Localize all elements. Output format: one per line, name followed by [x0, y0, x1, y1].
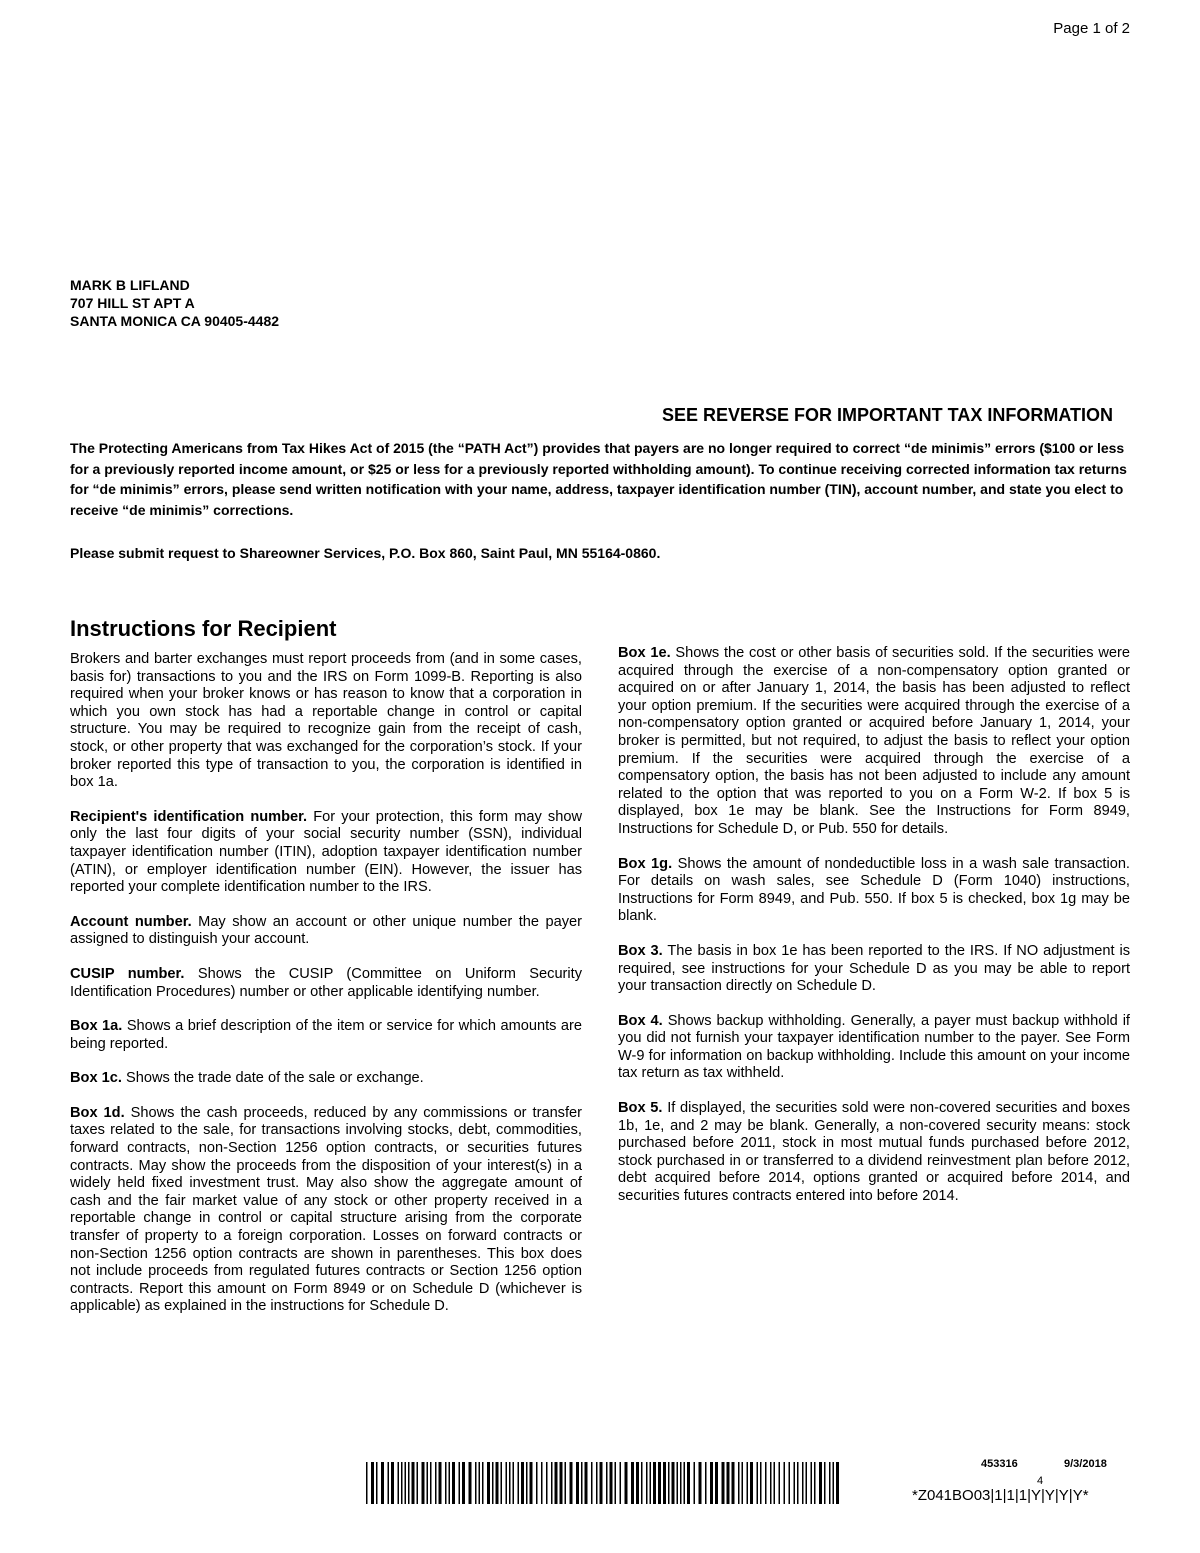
- box-3-text: The basis in box 1e has been reported to the IRS. If NO adjustment is required, see instructions for your Schedule D as you may be able to report your transaction directly on Schedule D.: [618, 942, 1131, 995]
- instructions-right-column: [618, 645, 1130, 1223]
- instructions-heading: Instructions for Recipient: [70, 616, 337, 641]
- box-1g-text: Shows the amount of nondeductible loss in a wash sale transaction. For details on wash sales, see Schedule D (Form 1040) instructions, Instructions for Form 8949, and Pub. 550. If box 5 is checked, box 1g may be blank.: [618, 855, 1130, 925]
- recipient-id-paragraph: [70, 809, 582, 897]
- form-code: 453316: [981, 1458, 1018, 1470]
- box-1e-label: Box 1e.: [618, 645, 671, 661]
- box-1d-text: Shows the cash proceeds, reduced by any commissions or transfer taxes related to the sale, for transactions involving stocks, debt, commodities, forward contracts, non-Section 1256 option contracts, or securities futures contracts. May show the proceeds from the disposition of your interest(s) in a widely held fixed investment trust. May also show the aggregate amount of cash and the fair market value of any stock or other property received in a reportable change in control or capital structure arising from the corporate transfer of property to a foreign corporation. Losses on forward contracts or non-Section 1256 option contracts are shown in parentheses. This box does not include proceeds from regulated futures contracts or Section 1256 option contracts. Report this amount on Form 8949 or on Schedule D (whichever is applicable) as explained in the instructions for Schedule D.: [70, 1104, 583, 1315]
- box-1a-paragraph: [70, 1018, 582, 1053]
- box-1c-text: Shows the trade date of the sale or exchange.: [125, 1070, 424, 1087]
- barcode-image: [366, 1462, 840, 1504]
- box-3-label: Box 3.: [618, 942, 663, 959]
- cusip-label: CUSIP number.: [70, 965, 185, 982]
- account-number-paragraph: [70, 914, 582, 949]
- form-date: 9/3/2018: [1064, 1458, 1107, 1470]
- page-number: Page 1 of 2: [1053, 20, 1130, 37]
- box-5-label: Box 5.: [618, 1100, 663, 1117]
- box-1d-label: Box 1d.: [70, 1104, 125, 1121]
- scan-line-code: *Z041BO03|1|1|1|Y|Y|Y|Y*: [912, 1487, 1089, 1504]
- recipient-id-label: Recipient's identification number.: [70, 808, 308, 825]
- box-1e-text: Shows the cost or other basis of securities sold. If the securities were acquired through the exercise of a non-compensatory option granted or acquired on or after January 1, 2014, the basis has been adjusted to reflect your option premium. If the securities were acquired through the exercise of a non-compensatory option granted or acquired before January 1, 2014, your broker is permitted, but not required, to adjust the basis to reflect your option premium. If the securities were acquired through the exercise of a compensatory option, the basis has not been adjusted to include any amount related to the option that was reported to you on a Form W-2. If box 5 is displayed, box 1e may be blank. See the Instructions for Form 8949, Instructions for Schedule D, or Pub. 550 for details.: [618, 645, 1130, 837]
- box-4-label: Box 4.: [618, 1012, 663, 1029]
- recipient-address-block: [70, 276, 279, 330]
- recipient-street: 707 HILL ST APT A: [70, 295, 195, 311]
- sequence-number: 4: [1037, 1475, 1044, 1487]
- box-5-paragraph: [618, 1100, 1130, 1206]
- box-1e-paragraph: [618, 645, 1130, 839]
- instructions-left-column: [70, 651, 582, 1333]
- recipient-name: MARK B LIFLAND: [70, 277, 190, 293]
- box-1d-paragraph: [70, 1105, 582, 1316]
- path-act-notice: The Protecting Americans from Tax Hikes Act of 2015 (the “PATH Act”) provides that payers are no longer required to correct “de minimis” errors ($100 or less for a previously reported income amount, or $25 or less for a previously reported withholding amount). To continue receiving corrected information tax returns for “de minimis” errors, please send written notification with your name, address, taxpayer identification number (TIN), account number, and state you elect to receive “de minimis” corrections.: [70, 440, 1127, 518]
- recipient-city-state-zip: SANTA MONICA CA 90405-4482: [70, 313, 280, 329]
- box-4-paragraph: [618, 1013, 1130, 1083]
- box-1c-label: Box 1c.: [70, 1070, 122, 1087]
- intro-paragraph: Brokers and barter exchanges must report proceeds from (and in some cases, basis for) transactions to you and the IRS on Form 1099-B. Reporting is also required when your broker knows or has reason to know that a corporation in which you own stock has had a reportable change in control or capital structure. You may be required to recognize gain from the receipt of cash, stock, or other property that was exchanged for the corporation’s stock. If your broker reported this type of transaction to you, the corporation is identified in box 1a.: [70, 651, 582, 791]
- cusip-paragraph: [70, 966, 582, 1001]
- account-number-text: May show an account or other unique number the payer assigned to distinguish your account.: [70, 913, 582, 948]
- box-1g-label: Box 1g.: [618, 855, 673, 872]
- box-1a-label: Box 1a.: [70, 1018, 123, 1035]
- recipient-id-text: For your protection, this form may show only the last four digits of your social security number (SSN), individual taxpayer identification number (ITIN), adoption taxpayer identification number (ATIN), or employer identification number (EIN). However, the issuer has reported your complete identification number to the IRS.: [70, 808, 582, 896]
- box-3-paragraph: [618, 943, 1130, 996]
- box-5-text: If displayed, the securities sold were non-covered securities and boxes 1b, 1e, and 2 may be blank. Generally, a non-covered security means: stock purchased before 2011, stock in most mutual funds purchased before 2012, stock purchased in or transferred to a dividend reinvestment plan before 2012, debt acquired before 2014, options granted or acquired before 2014, and securities futures contracts entered into before 2014.: [618, 1100, 1131, 1205]
- box-1a-text: Shows a brief description of the item or service for which amounts are being reported.: [70, 1018, 582, 1052]
- see-reverse-heading: SEE REVERSE FOR IMPORTANT TAX INFORMATION: [661, 405, 1113, 425]
- box-4-text: Shows backup withholding. Generally, a payer must backup withhold if you did not furnish your taxpayer identification number to the payer. See Form W-9 for information on backup withholding. Include this amount on your income tax return as tax withheld.: [618, 1012, 1130, 1082]
- box-1c-paragraph: [70, 1070, 582, 1088]
- box-1g-paragraph: [618, 856, 1130, 926]
- submit-request-notice: Please submit request to Shareowner Services, P.O. Box 860, Saint Paul, MN 55164-0860.: [70, 545, 661, 561]
- account-number-label: Account number.: [70, 913, 192, 930]
- cusip-text: Shows the CUSIP (Committee on Uniform Security Identification Procedures) number or other applicable identifying number.: [70, 965, 583, 1000]
